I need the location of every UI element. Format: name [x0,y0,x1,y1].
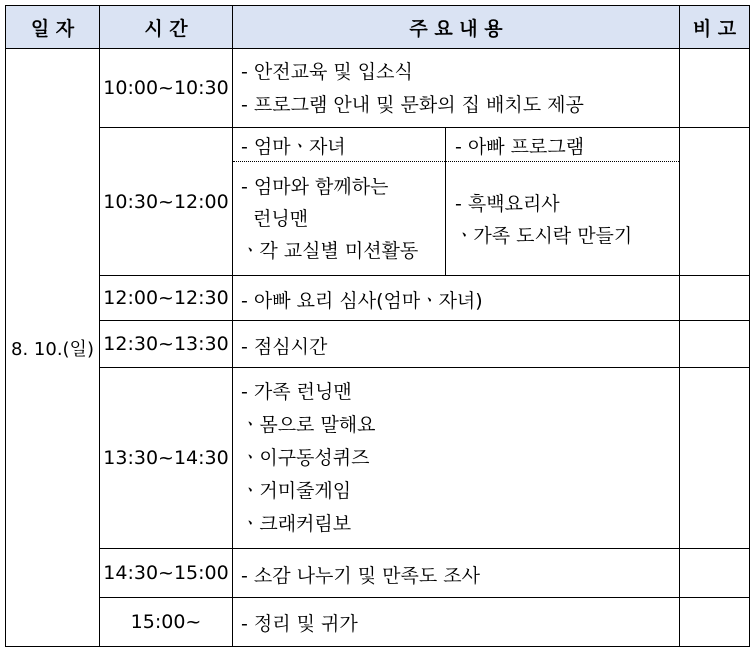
right-line: - 흑백요리사 [455,193,560,215]
time-text: 10:30~12:00 [103,190,229,213]
content-line: - 안전교육 및 입소식 [241,61,413,83]
sub-divider-vertical [445,128,446,275]
content-line: - 점심시간 [241,336,328,358]
right-line: ㆍ가족 도시락 만들기 [455,225,633,247]
time-cell [100,321,233,368]
content-line: - 프로그램 안내 및 문화의 집 배치도 제공 [241,94,584,116]
content-line: ㆍ이구동성퀴즈 [241,447,370,469]
content-cell [233,128,680,276]
date-text: 8. 10.(일) [11,338,94,360]
left-line: - 엄마와 함께하는 [241,176,389,198]
content-line: ㆍ몸으로 말해요 [241,414,376,436]
content-line: ㆍ크래커림보 [241,513,352,535]
sub-divider-dotted [233,161,679,162]
content-cell [233,549,680,598]
content-line: - 아빠 요리 심사(엄마ㆍ자녀) [241,290,483,312]
content-line: ㆍ거미줄게임 [241,480,352,502]
content-line: - 정리 및 귀가 [241,613,358,635]
left-line: ㆍ각 교실별 미션활동 [241,240,419,262]
header-time: 시 간 [100,5,233,49]
time-text: 14:30~15:00 [103,562,229,584]
time-cell [100,276,233,321]
content-line: - 가족 런닝맨 [241,381,352,403]
time-cell [100,549,233,598]
note-cell [680,321,750,368]
time-text: 12:30~13:30 [103,333,229,355]
content-cell [233,368,680,549]
content-line: - 소감 나누기 및 만족도 조사 [241,565,480,587]
time-text: 13:30~14:30 [103,447,229,469]
note-cell [680,368,750,549]
content-cell [233,276,680,321]
content-cell [233,49,680,128]
content-cell [233,321,680,368]
header-note: 비 고 [680,5,750,49]
time-cell [100,49,233,128]
right-subheader: - 아빠 프로그램 [455,136,585,158]
time-cell [100,598,233,647]
content-cell [233,598,680,647]
header-content: 주 요 내 용 [233,5,680,49]
date-cell [5,49,100,647]
note-cell [680,276,750,321]
time-text: 10:00~10:30 [103,77,229,99]
note-cell [680,49,750,128]
time-text: 12:00~12:30 [103,287,229,309]
note-cell [680,549,750,598]
left-subheader: - 엄마ㆍ자녀 [241,136,346,158]
note-cell [680,598,750,647]
time-cell [100,368,233,549]
note-cell [680,128,750,276]
time-text: 15:00~ [130,611,202,633]
left-line: 런닝맨 [241,208,309,230]
time-cell [100,128,233,276]
header-date: 일 자 [5,5,100,49]
